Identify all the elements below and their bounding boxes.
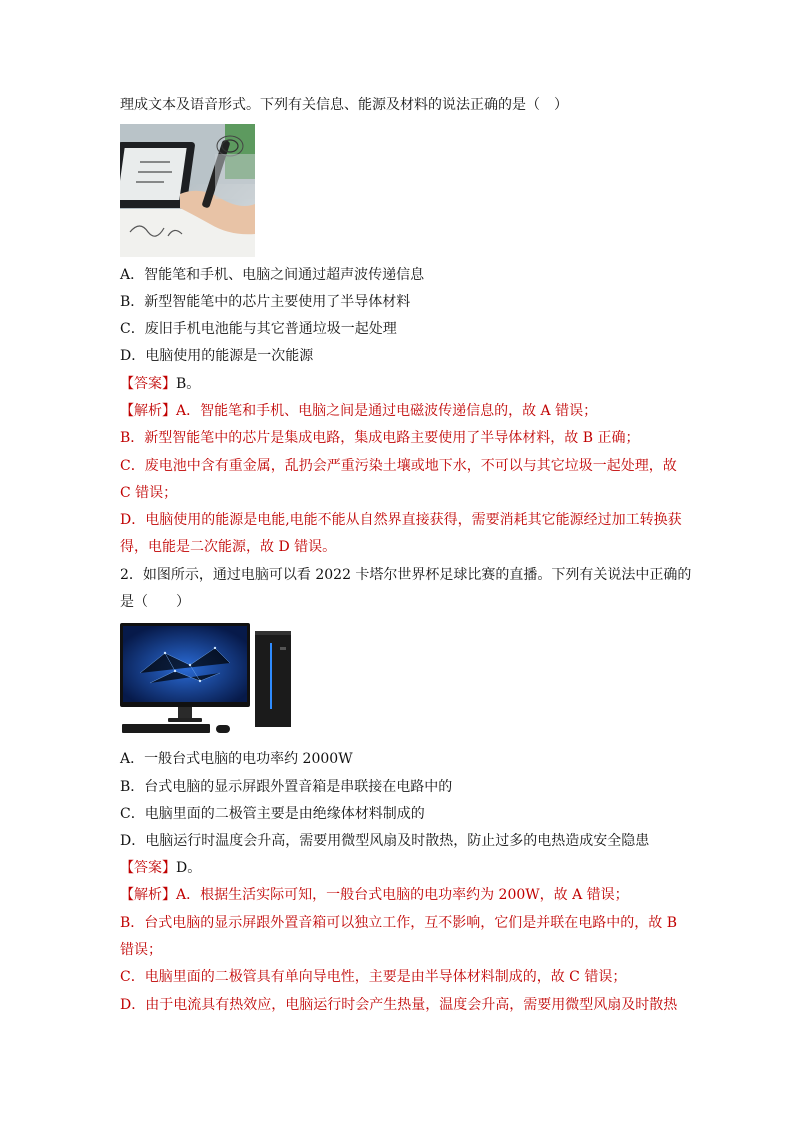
q2-stem-line-1: 2．如图所示，通过电脑可以看 2022 卡塔尔世界杯足球比赛的直播。下列有关说法中正确的 xyxy=(120,567,692,583)
q1-option-d: D．电脑使用的能源是一次能源 xyxy=(120,348,314,364)
q1-analysis-tag: 【解析】 xyxy=(120,403,176,419)
q1-stem-tail: 理成文本及语音形式。下列有关信息、能源及材料的说法正确的是（ ） xyxy=(120,97,568,113)
q2-analysis-tag: 【解析】 xyxy=(120,887,176,903)
q2-answer-tag: 【答案】 xyxy=(120,860,176,876)
q2-option-c: C．电脑里面的二极管主要是由绝缘体材料制成的 xyxy=(120,806,425,822)
q2-option-a: A．一般台式电脑的电功率约 2000W xyxy=(120,751,353,767)
q2-answer-value: D。 xyxy=(176,860,202,876)
q2-option-d: D．电脑运行时温度会升高，需要用微型风扇及时散热，防止过多的电热造成安全隐患 xyxy=(120,833,650,849)
smart-pen-photo xyxy=(120,124,255,257)
q1-answer-value: B。 xyxy=(176,376,201,392)
q1-answer-tag: 【答案】 xyxy=(120,376,176,392)
q2-stem-line-2: 是（ ） xyxy=(120,594,190,610)
q1-option-c: C．废旧手机电池能与其它普通垃圾一起处理 xyxy=(120,321,397,337)
q1-option-a: A．智能笔和手机、电脑之间通过超声波传递信息 xyxy=(120,267,425,283)
q2-answer xyxy=(120,859,201,877)
q2-analysis-line-2: B．台式电脑的显示屏跟外置音箱可以独立工作，互不影响，它们是并联在电路中的，故 B xyxy=(120,915,678,931)
q2-analysis-line-4: C．电脑里面的二极管具有单向导电性，主要是由半导体材料制成的，故 C 错误； xyxy=(120,969,627,985)
q1-analysis-line-4: C 错误； xyxy=(120,485,178,501)
q2-option-b: B．台式电脑的显示屏跟外置音箱是串联接在电路中的 xyxy=(120,779,453,795)
q1-answer xyxy=(120,375,200,393)
q2-analysis-line-3: 错误； xyxy=(120,942,162,958)
desktop-computer-image xyxy=(120,623,295,738)
q1-analysis-line-2: B．新型智能笔中的芯片是集成电路，集成电路主要使用了半导体材料，故 B 正确； xyxy=(120,430,640,446)
q1-analysis-line-3: C．废电池中含有重金属，乱扔会严重污染土壤或地下水，不可以与其它垃圾一起处理，故 xyxy=(120,458,677,474)
q2-analysis-line-1: 【解析】A．根据生活实际可知，一般台式电脑的电功率约为 200W，故 A 错误； xyxy=(120,887,629,903)
q1-analysis-line-5: D．电脑使用的能源是电能,电能不能从自然界直接获得，需要消耗其它能源经过加工转换获 xyxy=(120,512,682,528)
q1-option-b: B．新型智能笔中的芯片主要使用了半导体材料 xyxy=(120,294,411,310)
q1-analysis-line-1: 【解析】A．智能笔和手机、电脑之间是通过电磁波传递信息的，故 A 错误； xyxy=(120,403,598,419)
q2-analysis-line-5: D．由于电流具有热效应，电脑运行时会产生热量，温度会升高，需要用微型风扇及时散热 xyxy=(120,997,678,1013)
q1-analysis-line-6: 得，电能是二次能源，故 D 错误。 xyxy=(120,539,337,555)
